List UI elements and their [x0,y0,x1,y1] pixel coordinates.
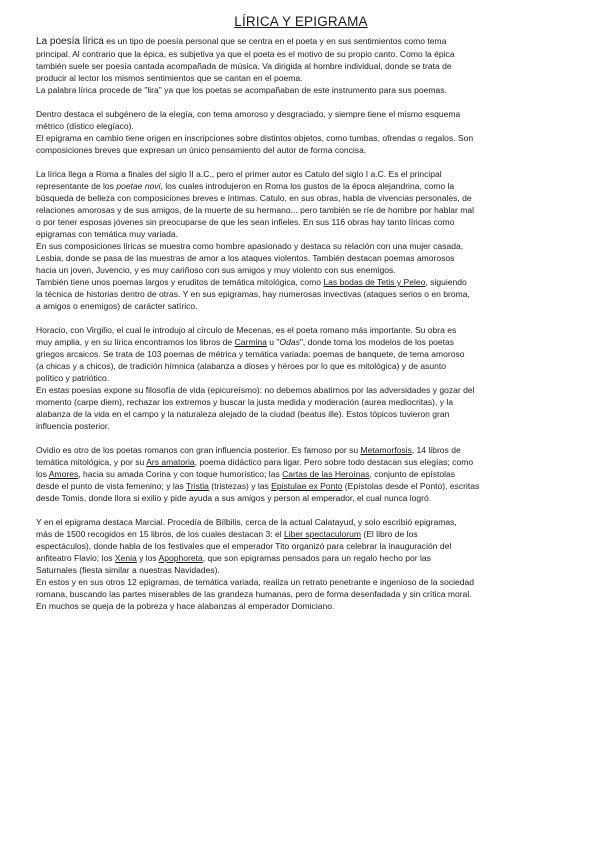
work-title: Metamorfosis [360,445,412,455]
text-line: relaciones amorosas y de sus amigos, de la muerte de su hermano... pero también se ríe de hombre por hablar mal [36,205,475,215]
text-line: La lírica llega a Roma a finales del siglo II a.C., pero el primer autor es Catulo del siglo I a.C. Es el principal [36,169,442,179]
work-title: Liber spectaculorum [284,529,361,539]
section-elegia-epigrama [36,108,566,156]
text-line: La poesía lírica es un tipo de poesía personal que se centra en el poeta y en sus sentimientos como tema [36,36,447,47]
text-line: representante de los poetae novi, los cuales introdujeron en Roma los gustos de la época alejandrina, como la [36,181,455,191]
text-line: La palabra lírica procede de "lira" ya que los poetas se acompañaban de este instrumento para sus poemas. [36,85,447,95]
section-marcial [36,516,566,612]
work-title: Carmina [234,337,267,347]
work-title: Ars amatoria [146,457,195,467]
text-line: también suele ser poesía cantada acompañada de música. Va dirigida al hombre individual, donde se trata de [36,61,452,71]
text-line: El epigrama en cambio tiene origen en inscripciones sobre distintos objetos, como tumbas, ofrendas o regalos. Son [36,133,474,143]
text-line: los Amores, hacia su amada Corina y con toque humorístico; las Cartas de las Heroínas, conjunto de epístolas [36,469,456,479]
document-page [36,14,566,612]
work-title: Epistulae ex Ponto [271,481,343,491]
page-title: LÍRICA Y EPIGRAMA [234,14,368,29]
work-title: Xenia [114,553,137,563]
text-line: desde Tomis, donde llora si exilio y pide ayuda a sus amigos y person al emperador, el cual nunca logró. [36,493,432,503]
text-line: más de 1500 recogidos en 15 libros, de los cuales destacan 3: el Liber spectaculorum (El libro de los [36,529,418,539]
work-title: Apophoreta [158,553,203,563]
work-title: Tristia [185,481,209,491]
text-line: métrico (dístico elegíaco). [36,121,134,131]
text-line: espectáculos), donde habla de los festivales que el emperador Tito organizó para celebrar la inauguración del [36,541,452,551]
text-line: En sus composiciones líricas se muestra como hombre apasionado y destaca su relación con una mujer casada, [36,241,464,251]
text-line: También tiene unos poemas largos y eruditos de temática mitológica, como Las bodas de Tetis y Peleo, siguiendo [36,277,467,287]
text-line: muy amplia, y en su lírica encontramos los libros de Carmina u "Odas", donde toma los modelos de los poetas [36,337,454,347]
section-lirica-definicion [36,35,566,96]
text-line: influencia posterior. [36,421,110,431]
text-line: Ovidio es otro de los poetas romanos con gran influencia posterior. Es famoso por su Metamorfosis, 14 libros de [36,445,461,455]
text-line: epigramas con temática muy variada. [36,229,179,239]
work-title: Amores [48,469,79,479]
text-line: Lesbia, donde se pasa de las muestras de amor a los ataques violentos. También destacan poemas amorosos [36,253,455,263]
text-line: griegos arcaicos. Se trata de 103 poemas de métrica y temática variada: poemas de banquete, de tema amoroso [36,349,465,359]
text-line: la técnica de historias dentro de otras. Y en sus epigramas, hay numerosas invectivas (ataques serios o en broma, [36,289,470,299]
text-line: Dentro destaca el subgénero de la elegía, con tema amoroso y desgraciado, y siempre tiene el mismo esquema [36,109,461,119]
text-line: En muchos se queja de la pobreza y hace alabanzas al emperador Domiciano. [36,601,335,611]
section-catulo [36,168,566,312]
text-line: temática mitológica, y por su Ars amatoria, poema didáctico para ligar. Pero sobre todo destacan sus elegías; como [36,457,474,467]
text-line: (a chicas y a chicos), de tradición hímnica (alabanza a dioses y héroes por lo que es mitológica) y de asunto [36,361,446,371]
text-line: principal. Al contrario que la épica, es subjetiva ya que el poeta es el motivo de su propio canto. Como la épica [36,49,455,59]
text-line: romana, buscando las partes miserables de las grandeza humanas, pero de forma desenfadada y sin crítica moral. [36,589,472,599]
text-line: a amigos o enemigos) de carácter satírico. [36,301,198,311]
lead-term: La poesía lírica [36,36,104,47]
work-title: Las bodas de Tetis y Peleo [323,277,426,287]
text-line: producir al lector los mismos sentimientos que se cantan en el poema. [36,73,303,83]
text-line: hacia un joven, Juvencio, y es muy cariñoso con sus amigos y muy violento con sus enemigos. [36,265,396,275]
section-horacio [36,324,566,432]
text-line: búsqueda de belleza con composiciones breves e íntimas. Catulo, en sus obras, habla de vivencias personales, de [36,193,472,203]
work-title: Odas [279,337,300,347]
text-line: En estos y en sus otros 12 epigramas, de temática variada, realiza un retrato penetrante e ingenioso de la sociedad [36,577,475,587]
text-line: composiciones breves que expresan un único pensamiento del autor de forma concisa. [36,145,367,155]
text-line: Horacio, con Virgilio, el cual le introdujo al círculo de Mecenas, es el poeta romano más importante. Su obra es [36,325,457,335]
text-line: alabanza de la vida en el campo y la naturaleza alejado de la ciudad (beatus ille). Estos tópicos tuvieron gran [36,409,450,419]
text-line: desde el punto de vista femenino; y las Tristia (tristezas) y las Epistulae ex Ponto (Epístolas desde el Ponto), escritas [36,481,480,491]
work-title: Cartas de las Heroínas [282,469,370,479]
text-line: En estas poesías expone su filosofía de vida (epicureísmo): no debemos abatirnos por las adversidades y gozar del [36,385,475,395]
text-line: o por tener esposas jóvenes sin preocuparse de que les sean infieles. En sus 116 obras hay tanto líricas como [36,217,455,227]
text-line: Y en el epigrama destaca Marcial. Procedía de Bílbilis, cerca de la actual Calatayud, y solo escribió epigramas, [36,517,457,527]
text-line: momento (carpe diem), rechazar los extremos y buscar la justa medida y moderación (aurea mediocritas), y la [36,397,454,407]
section-ovidio [36,444,566,504]
term-poetae-novi: poetae novi [116,181,161,191]
text-line: Saturnales (fiesta similar a nuestras Navidades). [36,565,220,575]
text-line: político y patriótico. [36,373,110,383]
text-line: anfiteatro Flavio; los Xenia y los Apophoreta, que son epigramas pensados para un regalo hecho por las [36,553,431,563]
